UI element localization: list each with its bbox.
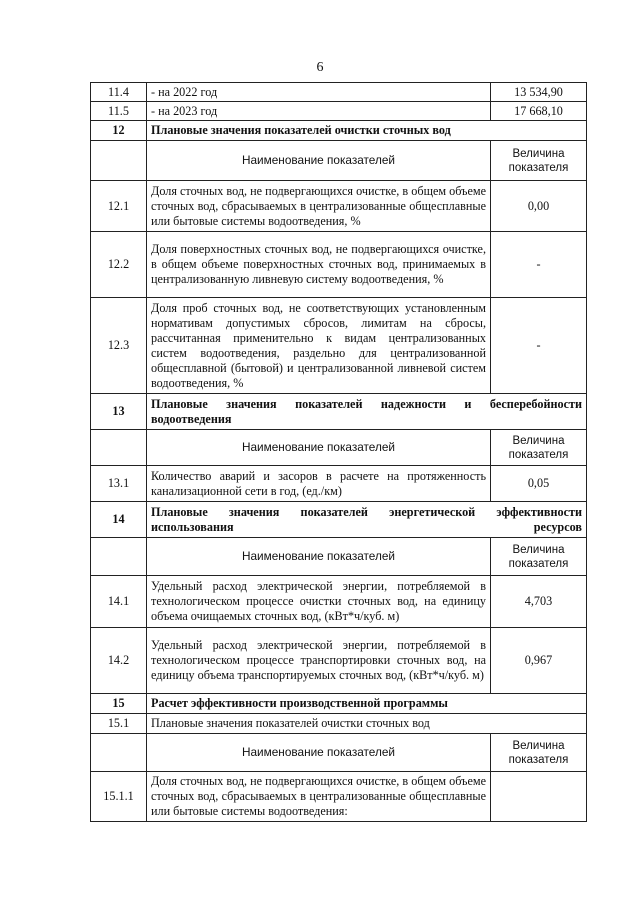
row-value: - xyxy=(491,232,587,298)
row-text: - на 2023 год xyxy=(147,102,491,121)
row-value: 17 668,10 xyxy=(491,102,587,121)
row-text: Удельный расход электрической энергии, потребляемой в технологическом процессе очистки сточных вод, на единицу объема очищаемых сточных вод, (кВт*ч/куб. м) xyxy=(147,576,491,628)
column-header-row xyxy=(91,538,587,576)
row-text: Удельный расход электрической энергии, потребляемой в технологическом процессе транспортировки сточных вод, на единицу объема транспортируемых сточных вод, (кВт*ч/куб. м) xyxy=(147,628,491,694)
table-row xyxy=(91,232,587,298)
table-row xyxy=(91,628,587,694)
indicators-table xyxy=(90,82,587,822)
blank-cell xyxy=(91,538,147,576)
header-value: Величина показателя xyxy=(491,141,587,181)
row-text: Плановые значения показателей очистки сточных вод xyxy=(147,714,587,734)
row-text: Доля проб сточных вод, не соответствующих установленным нормативам допустимых сбросов, лимитам на сбросы, рассчитанная применительно к видам централизованных систем водоотведения, раздельно для централизованной общесплавной (бытовой) и централизованной ливневой систем водоотведения, % xyxy=(147,298,491,394)
header-name: Наименование показателей xyxy=(147,430,491,466)
row-value xyxy=(491,772,587,822)
section-title-line: использования ресурсов xyxy=(151,519,582,534)
section-number: 15 xyxy=(91,694,147,714)
header-name: Наименование показателей xyxy=(147,141,491,181)
section-title xyxy=(147,502,587,538)
row-number: 11.4 xyxy=(91,83,147,102)
row-number: 14.1 xyxy=(91,576,147,628)
section-heading-row xyxy=(91,694,587,714)
page-number: 6 xyxy=(316,60,324,75)
row-text: - на 2022 год xyxy=(147,83,491,102)
section-title-line: Плановые значения показателей надежности и бесперебойности xyxy=(151,396,582,411)
row-value: 0,967 xyxy=(491,628,587,694)
section-heading-row xyxy=(91,394,587,430)
row-value: 0,05 xyxy=(491,466,587,502)
blank-cell xyxy=(91,430,147,466)
section-heading-row xyxy=(91,121,587,141)
row-value: - xyxy=(491,298,587,394)
row-text: Доля сточных вод, не подвергающихся очистке, в общем объеме сточных вод, сбрасываемых в централизованные общесплавные или бытовые системы водоотведения, % xyxy=(147,181,491,232)
column-header-row xyxy=(91,141,587,181)
table-row xyxy=(91,466,587,502)
blank-cell xyxy=(91,141,147,181)
row-text: Количество аварий и засоров в расчете на протяженность канализационной сети в год, (ед./км) xyxy=(147,466,491,502)
row-value: 4,703 xyxy=(491,576,587,628)
table-row xyxy=(91,772,587,822)
subsection-row xyxy=(91,714,587,734)
header-value: Величина показателя xyxy=(491,538,587,576)
section-heading-row xyxy=(91,502,587,538)
header-value: Величина показателя xyxy=(491,734,587,772)
section-title xyxy=(147,394,587,430)
section-title-line: водоотведения xyxy=(151,411,232,426)
row-number: 12.1 xyxy=(91,181,147,232)
section-number: 12 xyxy=(91,121,147,141)
header-value: Величина показателя xyxy=(491,430,587,466)
row-value: 13 534,90 xyxy=(491,83,587,102)
column-header-row xyxy=(91,430,587,466)
section-title: Расчет эффективности производственной программы xyxy=(147,694,587,714)
header-name: Наименование показателей xyxy=(147,734,491,772)
section-number: 13 xyxy=(91,394,147,430)
row-number: 13.1 xyxy=(91,466,147,502)
section-title-line: Плановые значения показателей энергетической эффективности xyxy=(151,504,582,519)
table-row xyxy=(91,576,587,628)
section-title: Плановые значения показателей очистки сточных вод xyxy=(147,121,587,141)
blank-cell xyxy=(91,734,147,772)
table-row xyxy=(91,298,587,394)
row-value: 0,00 xyxy=(491,181,587,232)
row-number: 11.5 xyxy=(91,102,147,121)
section-number: 14 xyxy=(91,502,147,538)
header-name: Наименование показателей xyxy=(147,538,491,576)
column-header-row xyxy=(91,734,587,772)
table-row xyxy=(91,83,587,102)
row-number: 14.2 xyxy=(91,628,147,694)
row-number: 15.1 xyxy=(91,714,147,734)
row-number: 12.2 xyxy=(91,232,147,298)
row-text: Доля поверхностных сточных вод, не подвергающихся очистке, в общем объеме поверхностных сточных вод, принимаемых в централизованную ливневую систему водоотведения, % xyxy=(147,232,491,298)
row-number: 15.1.1 xyxy=(91,772,147,822)
row-number: 12.3 xyxy=(91,298,147,394)
row-text: Доля сточных вод, не подвергающихся очистке, в общем объеме сточных вод, сбрасываемых в централизованные общесплавные или бытовые системы водоотведения: xyxy=(147,772,491,822)
table-row xyxy=(91,181,587,232)
table-row xyxy=(91,102,587,121)
